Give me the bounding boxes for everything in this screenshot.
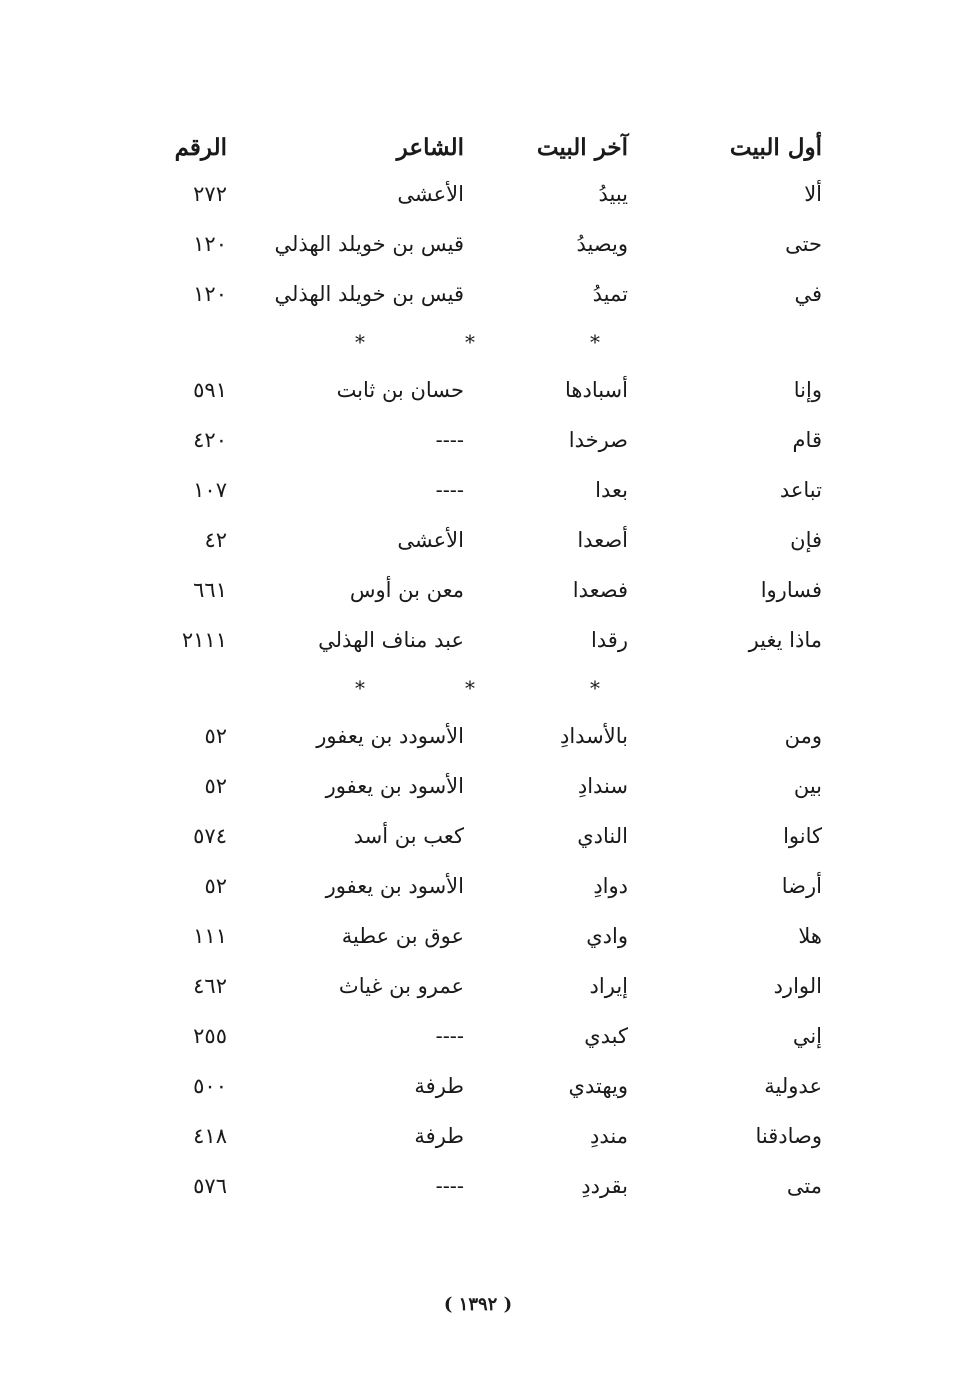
verse-first: أرضا — [781, 874, 822, 898]
verse-last: سندادِ — [577, 774, 628, 798]
verse-poet: طرفة — [414, 1124, 464, 1148]
table-row — [150, 570, 830, 620]
verse-last: بعدا — [595, 478, 628, 502]
verse-last: رقدا — [590, 628, 628, 652]
verse-last: كبدي — [584, 1024, 628, 1048]
verse-last: إيراد — [589, 974, 628, 998]
verse-first: هلا — [798, 924, 822, 948]
verse-first: وصادقنا — [755, 1124, 822, 1148]
header-number: الرقم — [174, 134, 227, 161]
verse-number: ٢١١١ — [181, 628, 227, 652]
separator-asterisk: * — [590, 330, 600, 354]
verse-number: ٢٧٢ — [193, 182, 227, 206]
table-row — [150, 1066, 830, 1116]
verse-last: صرخدا — [568, 428, 628, 452]
verse-first: عدولية — [764, 1074, 822, 1098]
verse-number: ٥٠٠ — [193, 1074, 227, 1098]
separator-asterisk: * — [465, 676, 475, 700]
table-row — [150, 370, 830, 420]
verse-poet: عبد مناف الهذلي — [318, 628, 464, 652]
verse-number: ٤٢ — [204, 528, 227, 552]
verse-number: ٦٦١ — [193, 578, 227, 602]
verse-poet: ---- — [435, 478, 464, 502]
table-row — [150, 866, 830, 916]
verse-last: فصعدا — [572, 578, 628, 602]
verse-poet: معن بن أوس — [349, 578, 464, 602]
verse-poet: طرفة — [414, 1074, 464, 1098]
verse-number: ٥٢ — [204, 874, 227, 898]
verse-poet: ---- — [435, 1174, 464, 1198]
verse-poet: الأسود بن يعفور — [325, 874, 464, 898]
verse-poet: قيس بن خويلد الهذلي — [274, 232, 464, 256]
verse-last: أصعدا — [577, 528, 628, 552]
table-row — [150, 620, 830, 670]
verse-last: تميدُ — [592, 282, 628, 306]
verse-poet: ---- — [435, 1024, 464, 1048]
section-separator — [150, 324, 830, 370]
verse-poet: الأعشى — [397, 182, 464, 206]
verse-first: كانوا — [783, 824, 822, 848]
verse-first: متى — [786, 1174, 822, 1198]
header-poet: الشاعر — [396, 134, 464, 161]
table-row — [150, 1016, 830, 1066]
verse-number: ٥٢ — [204, 724, 227, 748]
table-row — [150, 274, 830, 324]
verse-first: قام — [792, 428, 822, 452]
verse-first: ومن — [784, 724, 822, 748]
verse-poet: الأسود بن يعفور — [325, 774, 464, 798]
verse-first: حتى — [785, 232, 822, 256]
verse-number: ٤١٨ — [193, 1124, 227, 1148]
table-row — [150, 1166, 830, 1216]
separator-asterisk: * — [465, 330, 475, 354]
table-row — [150, 916, 830, 966]
verse-number: ١٠٧ — [193, 478, 227, 502]
header-end-of-verse: آخر البيت — [536, 134, 628, 161]
verse-number: ٤٦٢ — [193, 974, 227, 998]
verse-poet: الأسودد بن يعفور — [316, 724, 464, 748]
verse-last: النادي — [577, 824, 628, 848]
table-row — [150, 816, 830, 866]
verse-first: بين — [793, 774, 822, 798]
verse-poet: حسان بن ثابت — [336, 378, 464, 402]
verse-number: ١١١ — [193, 924, 227, 948]
verse-last: دوادِ — [593, 874, 628, 898]
verse-first: في — [794, 282, 822, 306]
separator-asterisk: * — [355, 330, 365, 354]
separator-asterisk: * — [590, 676, 600, 700]
verse-last: منددِ — [590, 1124, 628, 1148]
verse-first: ماذا يغير — [748, 628, 822, 652]
verse-last: وادي — [586, 924, 628, 948]
verse-first: ألا — [804, 182, 822, 206]
verse-first: فساروا — [760, 578, 822, 602]
table-row — [150, 966, 830, 1016]
separator-asterisk: * — [355, 676, 365, 700]
table-row — [150, 1116, 830, 1166]
verse-first: فإن — [790, 528, 822, 552]
verse-first: الوارد — [773, 974, 822, 998]
verse-number: ٥٧٦ — [193, 1174, 227, 1198]
verse-poet: ---- — [435, 428, 464, 452]
page-number: ( ١٣٩٢ ) — [443, 1294, 513, 1315]
table-row — [150, 766, 830, 816]
verse-index-table — [150, 128, 830, 1216]
verse-last: يبيدُ — [598, 182, 628, 206]
table-row — [150, 224, 830, 274]
verse-first: إني — [792, 1024, 822, 1048]
header-first-of-verse: أول البيت — [729, 134, 822, 161]
verse-last: بالأسدادِ — [559, 724, 628, 748]
verse-last: ويصيدُ — [576, 232, 628, 256]
verse-number: ٥٧٤ — [193, 824, 227, 848]
verse-last: ويهتدي — [568, 1074, 628, 1098]
section-separator — [150, 670, 830, 716]
table-header — [150, 128, 830, 174]
verse-first: تباعد — [779, 478, 822, 502]
table-row — [150, 520, 830, 570]
verse-first: وإنا — [793, 378, 822, 402]
table-row — [150, 470, 830, 520]
verse-poet: الأعشى — [397, 528, 464, 552]
verse-number: ١٢٠ — [193, 232, 227, 256]
verse-number: ٥٢ — [204, 774, 227, 798]
verse-poet: عمرو بن غياث — [338, 974, 464, 998]
table-row — [150, 174, 830, 224]
table-row — [150, 420, 830, 470]
verse-number: ٤٢٠ — [193, 428, 227, 452]
verse-number: ٢٥٥ — [193, 1024, 227, 1048]
verse-last: أسبادها — [565, 378, 628, 402]
verse-poet: عوق بن عطية — [341, 924, 464, 948]
verse-number: ٥٩١ — [193, 378, 227, 402]
verse-poet: كعب بن أسد — [353, 824, 464, 848]
verse-last: بقرددِ — [581, 1174, 628, 1198]
verse-number: ١٢٠ — [193, 282, 227, 306]
table-row — [150, 716, 830, 766]
verse-poet: قيس بن خويلد الهذلي — [274, 282, 464, 306]
